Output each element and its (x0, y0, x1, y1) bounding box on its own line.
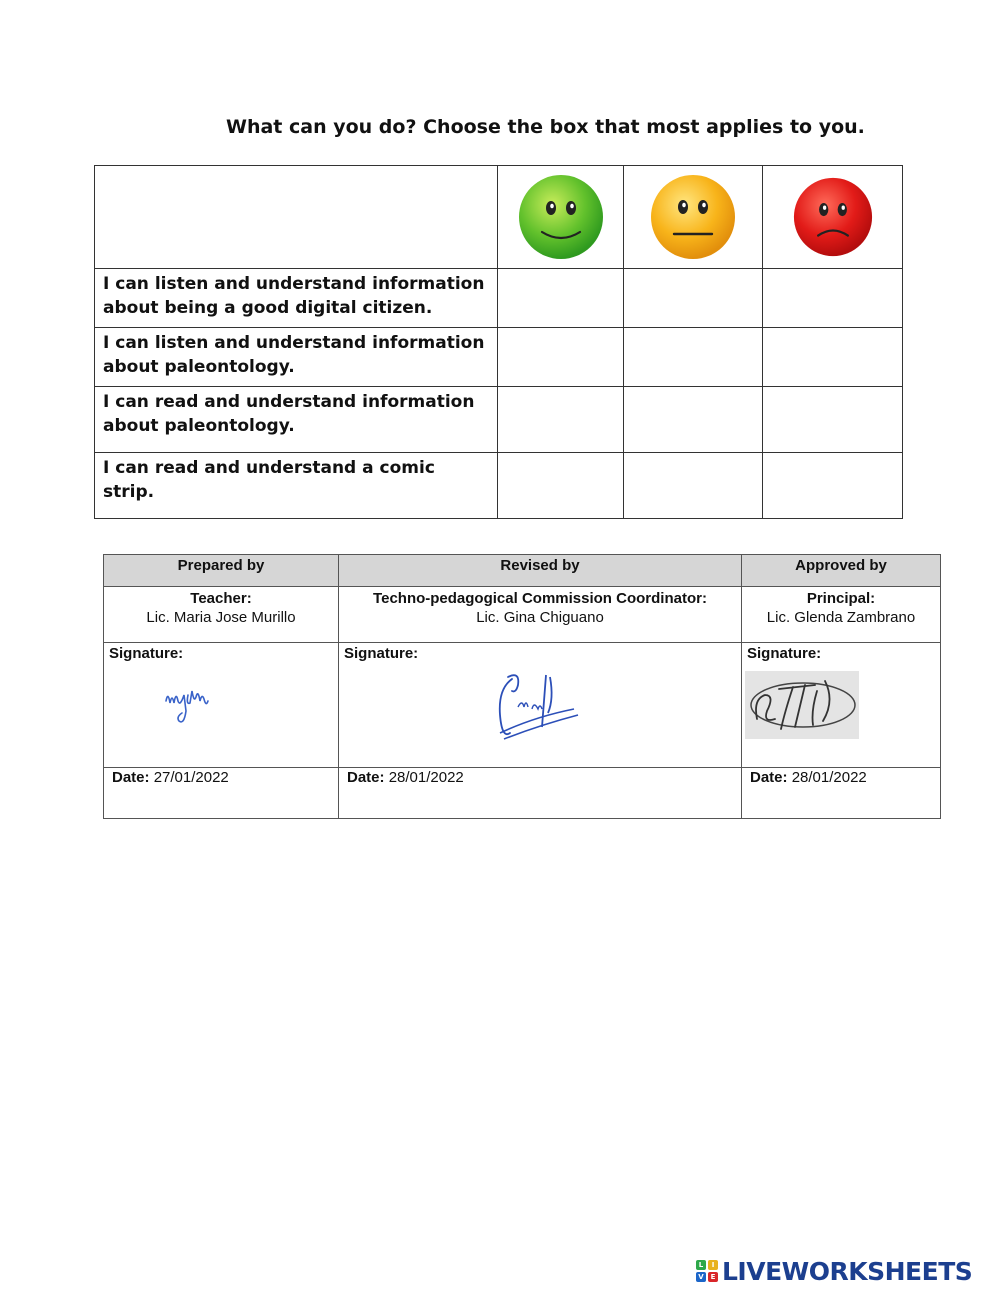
signature-label: Signature: (747, 645, 822, 662)
teacher-signature-cell (104, 643, 339, 768)
sad-face-icon (793, 177, 873, 257)
blank-header-cell (95, 166, 498, 269)
teacher-signature-icon (162, 681, 228, 731)
assessment-row (95, 387, 903, 453)
signature-label: Signature: (344, 645, 419, 662)
principal-signature-icon (745, 671, 859, 739)
neutral-face-header (624, 166, 763, 269)
happy-face-icon (518, 174, 604, 260)
neutral-choice-box[interactable] (624, 387, 763, 453)
sad-choice-box[interactable] (763, 453, 903, 519)
brand-name: LIVEWORKSHEETS (722, 1256, 973, 1286)
statement-cell: I can listen and understand information about being a good digital citizen. (95, 269, 498, 328)
date-value: 27/01/2022 (153, 769, 229, 786)
principal-date-cell (742, 768, 941, 819)
date-value: 28/01/2022 (791, 769, 867, 786)
signature-row (104, 643, 941, 768)
coordinator-signature-cell (339, 643, 742, 768)
sad-choice-box[interactable] (763, 387, 903, 453)
assessment-row (95, 269, 903, 328)
neutral-face-icon (650, 174, 736, 260)
approved-by-header: Approved by (742, 555, 941, 587)
neutral-choice-box[interactable] (624, 453, 763, 519)
neutral-choice-box[interactable] (624, 328, 763, 387)
coordinator-signature-icon (494, 669, 580, 745)
signature-label: Signature: (109, 645, 184, 662)
prepared-by-header: Prepared by (104, 555, 339, 587)
teacher-date-cell (104, 768, 339, 819)
approval-table (103, 554, 941, 819)
worksheet-heading: What can you do? Choose the box that most applies to you. (226, 116, 865, 138)
statement-cell: I can listen and understand information about paleontology. (95, 328, 498, 387)
approval-header-row (104, 555, 941, 587)
happy-choice-box[interactable] (498, 269, 624, 328)
statement-cell: I can read and understand information about paleontology. (95, 387, 498, 453)
liveworksheets-logo (696, 1256, 972, 1286)
happy-choice-box[interactable] (498, 328, 624, 387)
assessment-row (95, 328, 903, 387)
happy-choice-box[interactable] (498, 453, 624, 519)
neutral-choice-box[interactable] (624, 269, 763, 328)
role-name: Lic. Gina Chiguano (476, 609, 604, 626)
sad-choice-box[interactable] (763, 269, 903, 328)
happy-choice-box[interactable] (498, 387, 624, 453)
live-logo-icon: L I V E (696, 1260, 718, 1282)
approval-roles-row (104, 587, 941, 643)
role-name: Lic. Maria Jose Murillo (146, 609, 296, 626)
role-title: Principal: (806, 590, 876, 607)
date-row (104, 768, 941, 819)
assessment-row (95, 453, 903, 519)
role-name: Lic. Glenda Zambrano (766, 609, 916, 626)
date-value: 28/01/2022 (388, 769, 464, 786)
role-title: Teacher: (190, 590, 252, 607)
happy-face-header (498, 166, 624, 269)
sad-choice-box[interactable] (763, 328, 903, 387)
teacher-cell (104, 587, 339, 643)
role-title: Techno-pedagogical Commission Coordinator: (373, 590, 707, 607)
coordinator-cell (339, 587, 742, 643)
statement-cell: I can read and understand a comic strip. (95, 453, 498, 519)
revised-by-header: Revised by (339, 555, 742, 587)
coordinator-date-cell (339, 768, 742, 819)
principal-signature-cell (742, 643, 941, 768)
date-label: Date: (112, 769, 150, 786)
self-assessment-table (94, 165, 903, 519)
date-label: Date: (750, 769, 788, 786)
date-label: Date: (347, 769, 385, 786)
faces-header-row (95, 166, 903, 269)
sad-face-header (763, 166, 903, 269)
principal-cell (742, 587, 941, 643)
